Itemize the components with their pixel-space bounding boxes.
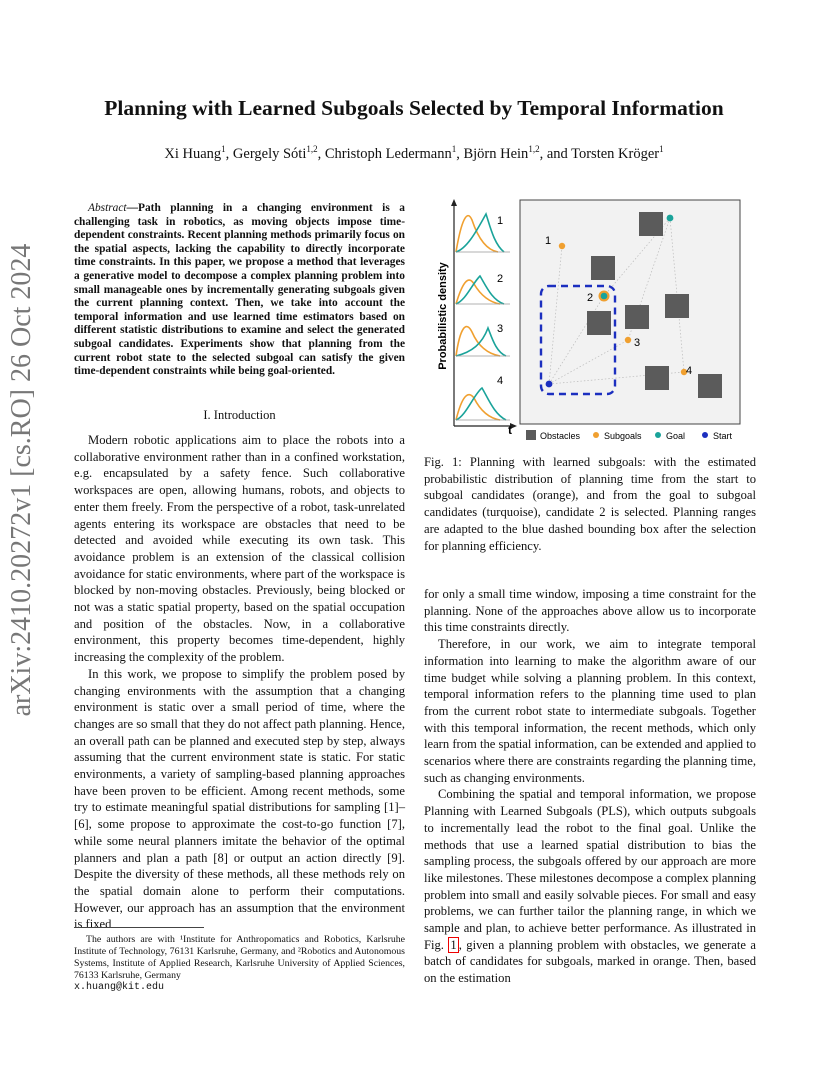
goal-point [667, 215, 674, 222]
section-heading: I. Introduction [203, 408, 276, 422]
paragraph-text: , given a planning problem with obstacles, we generate a batch of candidates for subgoals, marked in orange. Then, based on the estimation [424, 937, 756, 986]
legend-label: Obstacles [540, 431, 581, 441]
density-row-4 [456, 375, 510, 420]
obstacle [587, 311, 611, 335]
subgoal-candidate [625, 337, 631, 343]
figure-caption: Fig. 1: Planning with learned subgoals: with the estimated probabilistic distribution of planning time from the start to subgoal candidates (orange), and from the goal to subgoal candidates (turquoise), candidate 2 is selected. Planning ranges are adapted to the blue dashed bounding box after the selection for planning efficiency. [424, 455, 756, 553]
y-axis-arrow-icon [451, 199, 457, 206]
legend [526, 430, 733, 441]
obstacle [665, 294, 689, 318]
density-row-2 [456, 273, 510, 304]
candidate-label: 2 [587, 292, 594, 304]
paragraph-text: Combining the spatial and temporal information, we propose Planning with Learned Subgoals (PLS), which outputs subgoals to incrementally lead the robot to the final goal. Unlike the methods that use a learned spatial distribution to bias the sampling process, the subgoals offered by our approach are more like milestones. These milestones decompose a complex planning problem into small and easily solvable pieces. For small and easy problems, we can further tailor the planning range, in which we sample and plan, to achieve better performance. As illustrated in Fig. [424, 787, 756, 952]
legend-label: Goal [666, 431, 686, 441]
candidate-label: 1 [545, 235, 552, 247]
subgoal-candidate-selected [600, 292, 609, 301]
paragraph: In this work, we propose to simplify the problem posed by changing environments with the assumption that a changing environment is static over a small period of time, where the changes are so small that they do not affect path planning. Hence, an overall path can be planned and executed step by step, always assuming that the current environment state is static. For static environments, a variety of sampling-based planning approaches have been proven to be efficient. Among recent methods, some try to estimate meaningful spatial distributions for sampling [1]–[6], some propose to approximate the cost-to-go function [7], while some neural planners imitate the behavior of the optimal planners and plan a path [8] or output an action directly [9]. Despite the diversity of these methods, all these methods rely on the spatial domain alone to perform their computations. However, our approach has an assumption that the environment is fixed [74, 666, 405, 932]
legend-obstacle-swatch [526, 430, 536, 440]
start-point [546, 381, 553, 388]
density-label: 3 [497, 323, 504, 335]
footnote-rule [74, 927, 204, 928]
obstacle [698, 374, 722, 398]
paragraph [424, 786, 756, 986]
author-affiliation: 1 [659, 144, 664, 154]
arxiv-id: arXiv:2410.20272v1 [cs.RO] 26 Oct 2024 [6, 243, 37, 717]
paragraph: for only a small time window, imposing a time constraint for the planning. None of the approaches above allow us to incorporate this time constraints directly. [424, 587, 756, 635]
legend-label: Subgoals [604, 431, 642, 441]
obstacle [591, 256, 615, 280]
author-name: Gergely Sóti [232, 145, 307, 162]
obstacle [639, 212, 663, 236]
goal-density-curve [456, 388, 506, 420]
candidate-label: 4 [686, 365, 693, 377]
author-name: Christoph Ledermann [324, 145, 452, 162]
paper-title: Planning with Learned Subgoals Selected by Temporal Information [104, 96, 724, 120]
abstract-label: Abstract [88, 202, 127, 214]
author-name: Torsten Kröger [571, 145, 660, 162]
paragraph: Modern robotic applications aim to place the robots into a collaborative environment rather than in a confined workstation, e.g. encapsulated by a safety fence. Such collaborative workspaces are open, allowing humans, robots, and objects to enter them freely. From the perspective of a robot, task-unrelated agents entering its workspace are obstacles that need to be detected and avoided while executing its own task. This avoidance problem is an extension of the classical collision avoidance for static environments, where part of the workspace is blocked by non-moving obstacles. Previously, being blocked or not was a static spatial property, based on the spatial occupation and position of the obstacles. Now, in a collaborative environment, this property becomes time-dependent, highly increasing the complexity of the problem. [74, 433, 405, 665]
figure-reference-link[interactable]: 1 [450, 937, 457, 952]
legend-start-swatch [702, 432, 708, 438]
footnote [74, 934, 405, 994]
legend-goal-swatch [655, 432, 661, 438]
density-label: 4 [497, 375, 504, 387]
legend-subgoal-swatch [593, 432, 599, 438]
density-label: 2 [497, 273, 504, 285]
density-label: 1 [497, 215, 504, 227]
author-affiliation: 1,2 [306, 144, 318, 154]
obstacle [645, 366, 669, 390]
author-name: Xi Huang [164, 145, 222, 162]
author-list: Xi Huang$^1$, Gergely Sóti$^{1,2}$, Christoph Ledermann$^1$, Björn Hein$^{1,2}$, and Torsten Kröger$^1$ [164, 144, 664, 162]
intro-right-column [424, 586, 756, 987]
y-axis-label: Probabilistic density [437, 262, 449, 370]
paragraph: Therefore, in our work, we aim to integrate temporal information into learning to make the algorithm aware of our time budget while solving a planning problem. In this context, temporal information refers to the planning time used to plan from the current robot state to intermediate subgoals. Together with this temporal information, the recent methods, which only learn from the spatial information, can be extended and applied to scenarios where there are constraints regarding the planning time, such as changing environments. [424, 637, 756, 785]
subgoal-candidate [559, 243, 565, 249]
density-row-3 [456, 323, 510, 356]
footnote-text: The authors are with ¹Institute for Anthropomatics and Robotics, Karlsruhe Institute of Technology, 76131 Karlsruhe, Germany, and ²Robotics and Autonomous Systems, Institute of Applied Research, Karlsruhe University of Applied Sciences, 76133 Karlsruhe, Germany [74, 934, 405, 981]
abstract [74, 202, 405, 379]
abstract-text: —Path planning in a changing environment is a challenging task in robotics, as moving objects impose time-dependent constraints. Recent planning methods primarily focus on the spatial aspects, lacking the capability to directly incorporate time constraints. In this paper, we propose a method that leverages a generative model to decompose a complex planning problem into small manageable ones by incrementally generating subgoals given the current planning context. Then, we take into account the temporal information and use learned time estimators based on different statistic distributions to examine and select the generated subgoal candidates. Experiments show that planning from the current robot state to the selected subgoal can satisfy the given time-dependent constraints while being goal-oriented. [74, 202, 405, 378]
x-axis-label: t [508, 423, 512, 437]
author-affiliation: 1,2 [528, 144, 540, 154]
figure-1 [432, 198, 752, 446]
legend-label: Start [713, 431, 733, 441]
author-name: Björn Hein [463, 145, 529, 162]
density-curves [456, 214, 510, 420]
obstacle [625, 305, 649, 329]
candidate-label: 3 [634, 337, 641, 349]
density-row-1 [456, 214, 510, 252]
author-affiliation: 1 [221, 144, 226, 154]
intro-left-column [74, 432, 405, 933]
author-affiliation: 1 [451, 144, 457, 154]
footnote-email: x.huang@kit.edu [74, 982, 165, 993]
